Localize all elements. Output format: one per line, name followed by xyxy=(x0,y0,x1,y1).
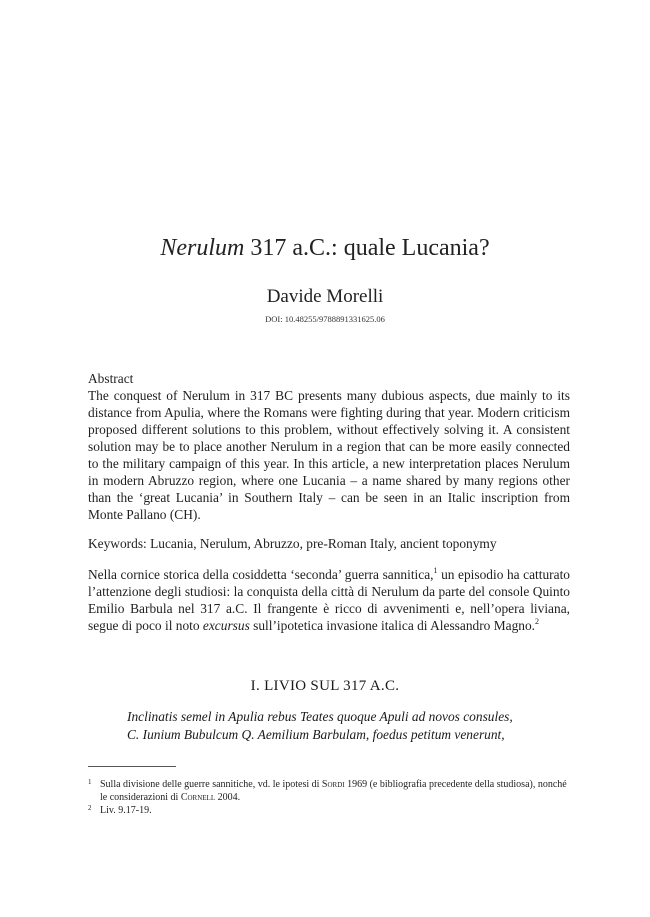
footnote-author-cornell: Cornell xyxy=(180,792,216,803)
body-text-italic: excursus xyxy=(202,618,250,633)
footnote-2 xyxy=(88,804,572,817)
title-rest: 317 a.C.: quale Lucania? xyxy=(244,235,490,261)
doi-line: DOI: 10.48255/9788891331625.06 xyxy=(265,314,385,324)
keywords-line: Keywords: Lucania, Nerulum, Abruzzo, pre-Roman Italy, ancient toponymy xyxy=(88,536,497,551)
section-heading: I. LIVIO SUL 317 A.C. xyxy=(250,678,400,694)
footnote-text: 2004. xyxy=(215,792,241,803)
latin-quote xyxy=(127,708,567,744)
footnote-author-sordi: Sordi xyxy=(321,779,345,790)
footnote-number: 1 xyxy=(88,778,92,786)
body-paragraph xyxy=(88,566,570,634)
body-text-b: un episodio ha catturato l’attenzione degli studiosi: la conquista della città di Nerulum da parte del console Quinto Emilio Barbula nel 317 a.C. Il frangente è ricco di avvenimenti e, nell’opera liviana, segue di poco il noto xyxy=(88,567,570,633)
footnote-text: Liv. 9.17-19. xyxy=(100,805,152,816)
author-name: Davide Morelli xyxy=(266,286,384,307)
footnote-text: 1969 (e bibliografia precedente della studiosa), nonché le considerazioni di xyxy=(100,779,567,803)
article-title xyxy=(0,233,650,263)
abstract-heading: Abstract xyxy=(88,371,134,386)
title-italic-word: Nerulum xyxy=(160,235,245,261)
footnote-1 xyxy=(88,778,572,804)
footnote-ref-2[interactable]: 2 xyxy=(535,617,540,626)
footnote-divider xyxy=(88,766,176,767)
footnote-number: 2 xyxy=(88,804,92,812)
quote-line-2: C. Iunium Bubulcum Q. Aemilium Barbulam, foedus petitum venerunt, xyxy=(127,727,505,742)
quote-line-1: Inclinatis semel in Apulia rebus Teates quoque Apuli ad novos consules, xyxy=(127,709,513,724)
footnotes xyxy=(88,778,572,817)
footnote-text: Sulla divisione delle guerre sannitiche, vd. le ipotesi di xyxy=(100,779,322,790)
body-text-a: Nella cornice storica della cosiddetta ‘seconda’ guerra sannitica, xyxy=(88,567,434,582)
body-text-c: sull’ipotetica invasione italica di Alessandro Magno. xyxy=(249,618,536,633)
footnote-ref-1[interactable]: 1 xyxy=(433,566,438,575)
abstract-text: The conquest of Nerulum in 317 BC presents many dubious aspects, due mainly to its distance from Apulia, where the Romans were fighting during that year. Modern criticism proposed different solutions to this problem, without effectively solving it. A consistent solution may be to place another Nerulum in a region that can be more easily connected to the military campaign of this year. In this article, a new interpretation places Nerulum in modern Abruzzo region, where one Lucania – a name shared by many regions other than the ‘great Lucania’ in Southern Italy – can be seen in an Italic inscription from Monte Pallano (CH). xyxy=(88,388,570,522)
